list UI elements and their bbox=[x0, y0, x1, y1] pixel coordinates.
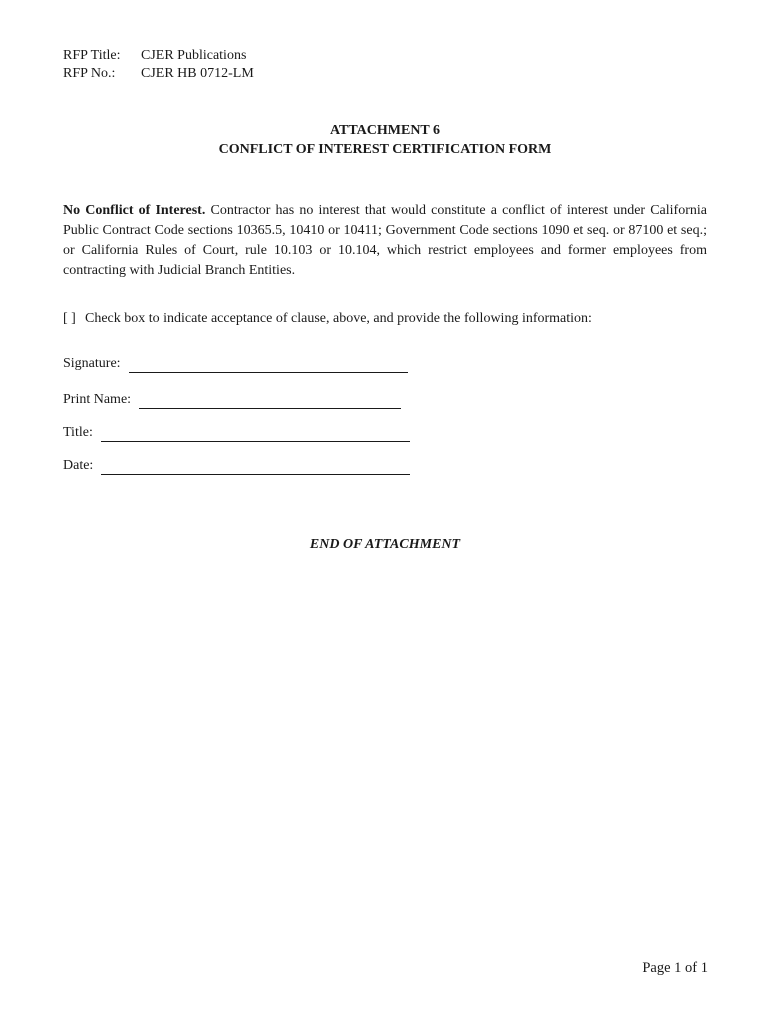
date-label: Date: bbox=[63, 458, 94, 473]
acceptance-row bbox=[63, 311, 592, 327]
date-row bbox=[63, 457, 410, 475]
form-name-heading: CONFLICT OF INTEREST CERTIFICATION FORM bbox=[218, 142, 552, 157]
acceptance-checkbox[interactable]: [ ] bbox=[63, 311, 76, 326]
rfp-no-label: RFP No.: bbox=[63, 66, 116, 81]
date-field[interactable] bbox=[101, 460, 410, 475]
rfp-title-value: CJER Publications bbox=[141, 48, 247, 63]
title-field[interactable] bbox=[101, 427, 410, 442]
signature-row bbox=[63, 355, 408, 373]
signature-label: Signature: bbox=[63, 356, 121, 371]
page-number: Page 1 of 1 bbox=[642, 960, 708, 976]
print-name-row bbox=[63, 391, 401, 409]
form-title bbox=[0, 121, 770, 159]
rfp-no-value: CJER HB 0712-LM bbox=[141, 66, 254, 81]
signature-field[interactable] bbox=[129, 358, 408, 373]
clause-lead: No Conflict of Interest. bbox=[63, 203, 206, 218]
clause-text: Contractor has no interest that would constitute a conflict of interest under California Public Contract Code sections 10365.5, 10410 or 10411; Government Code sections 1090 et seq. or 87100 et seq.; or California Rules of Court, rule 10.103 or 10.104, which restrict employees and former employees from contracting with Judicial Branch Entities. bbox=[63, 203, 707, 278]
conflict-clause bbox=[63, 201, 707, 281]
title-label: Title: bbox=[63, 425, 93, 440]
end-of-attachment: END OF ATTACHMENT bbox=[309, 537, 461, 552]
attachment-heading: ATTACHMENT 6 bbox=[329, 123, 441, 138]
rfp-title-row bbox=[63, 47, 254, 65]
rfp-title-label: RFP Title: bbox=[63, 48, 121, 63]
print-name-field[interactable] bbox=[139, 394, 401, 409]
rfp-header bbox=[63, 47, 254, 83]
acceptance-text: Check box to indicate acceptance of clause, above, and provide the following information: bbox=[85, 311, 592, 326]
print-name-label: Print Name: bbox=[63, 392, 132, 407]
rfp-no-row bbox=[63, 65, 254, 83]
title-row bbox=[63, 424, 410, 442]
